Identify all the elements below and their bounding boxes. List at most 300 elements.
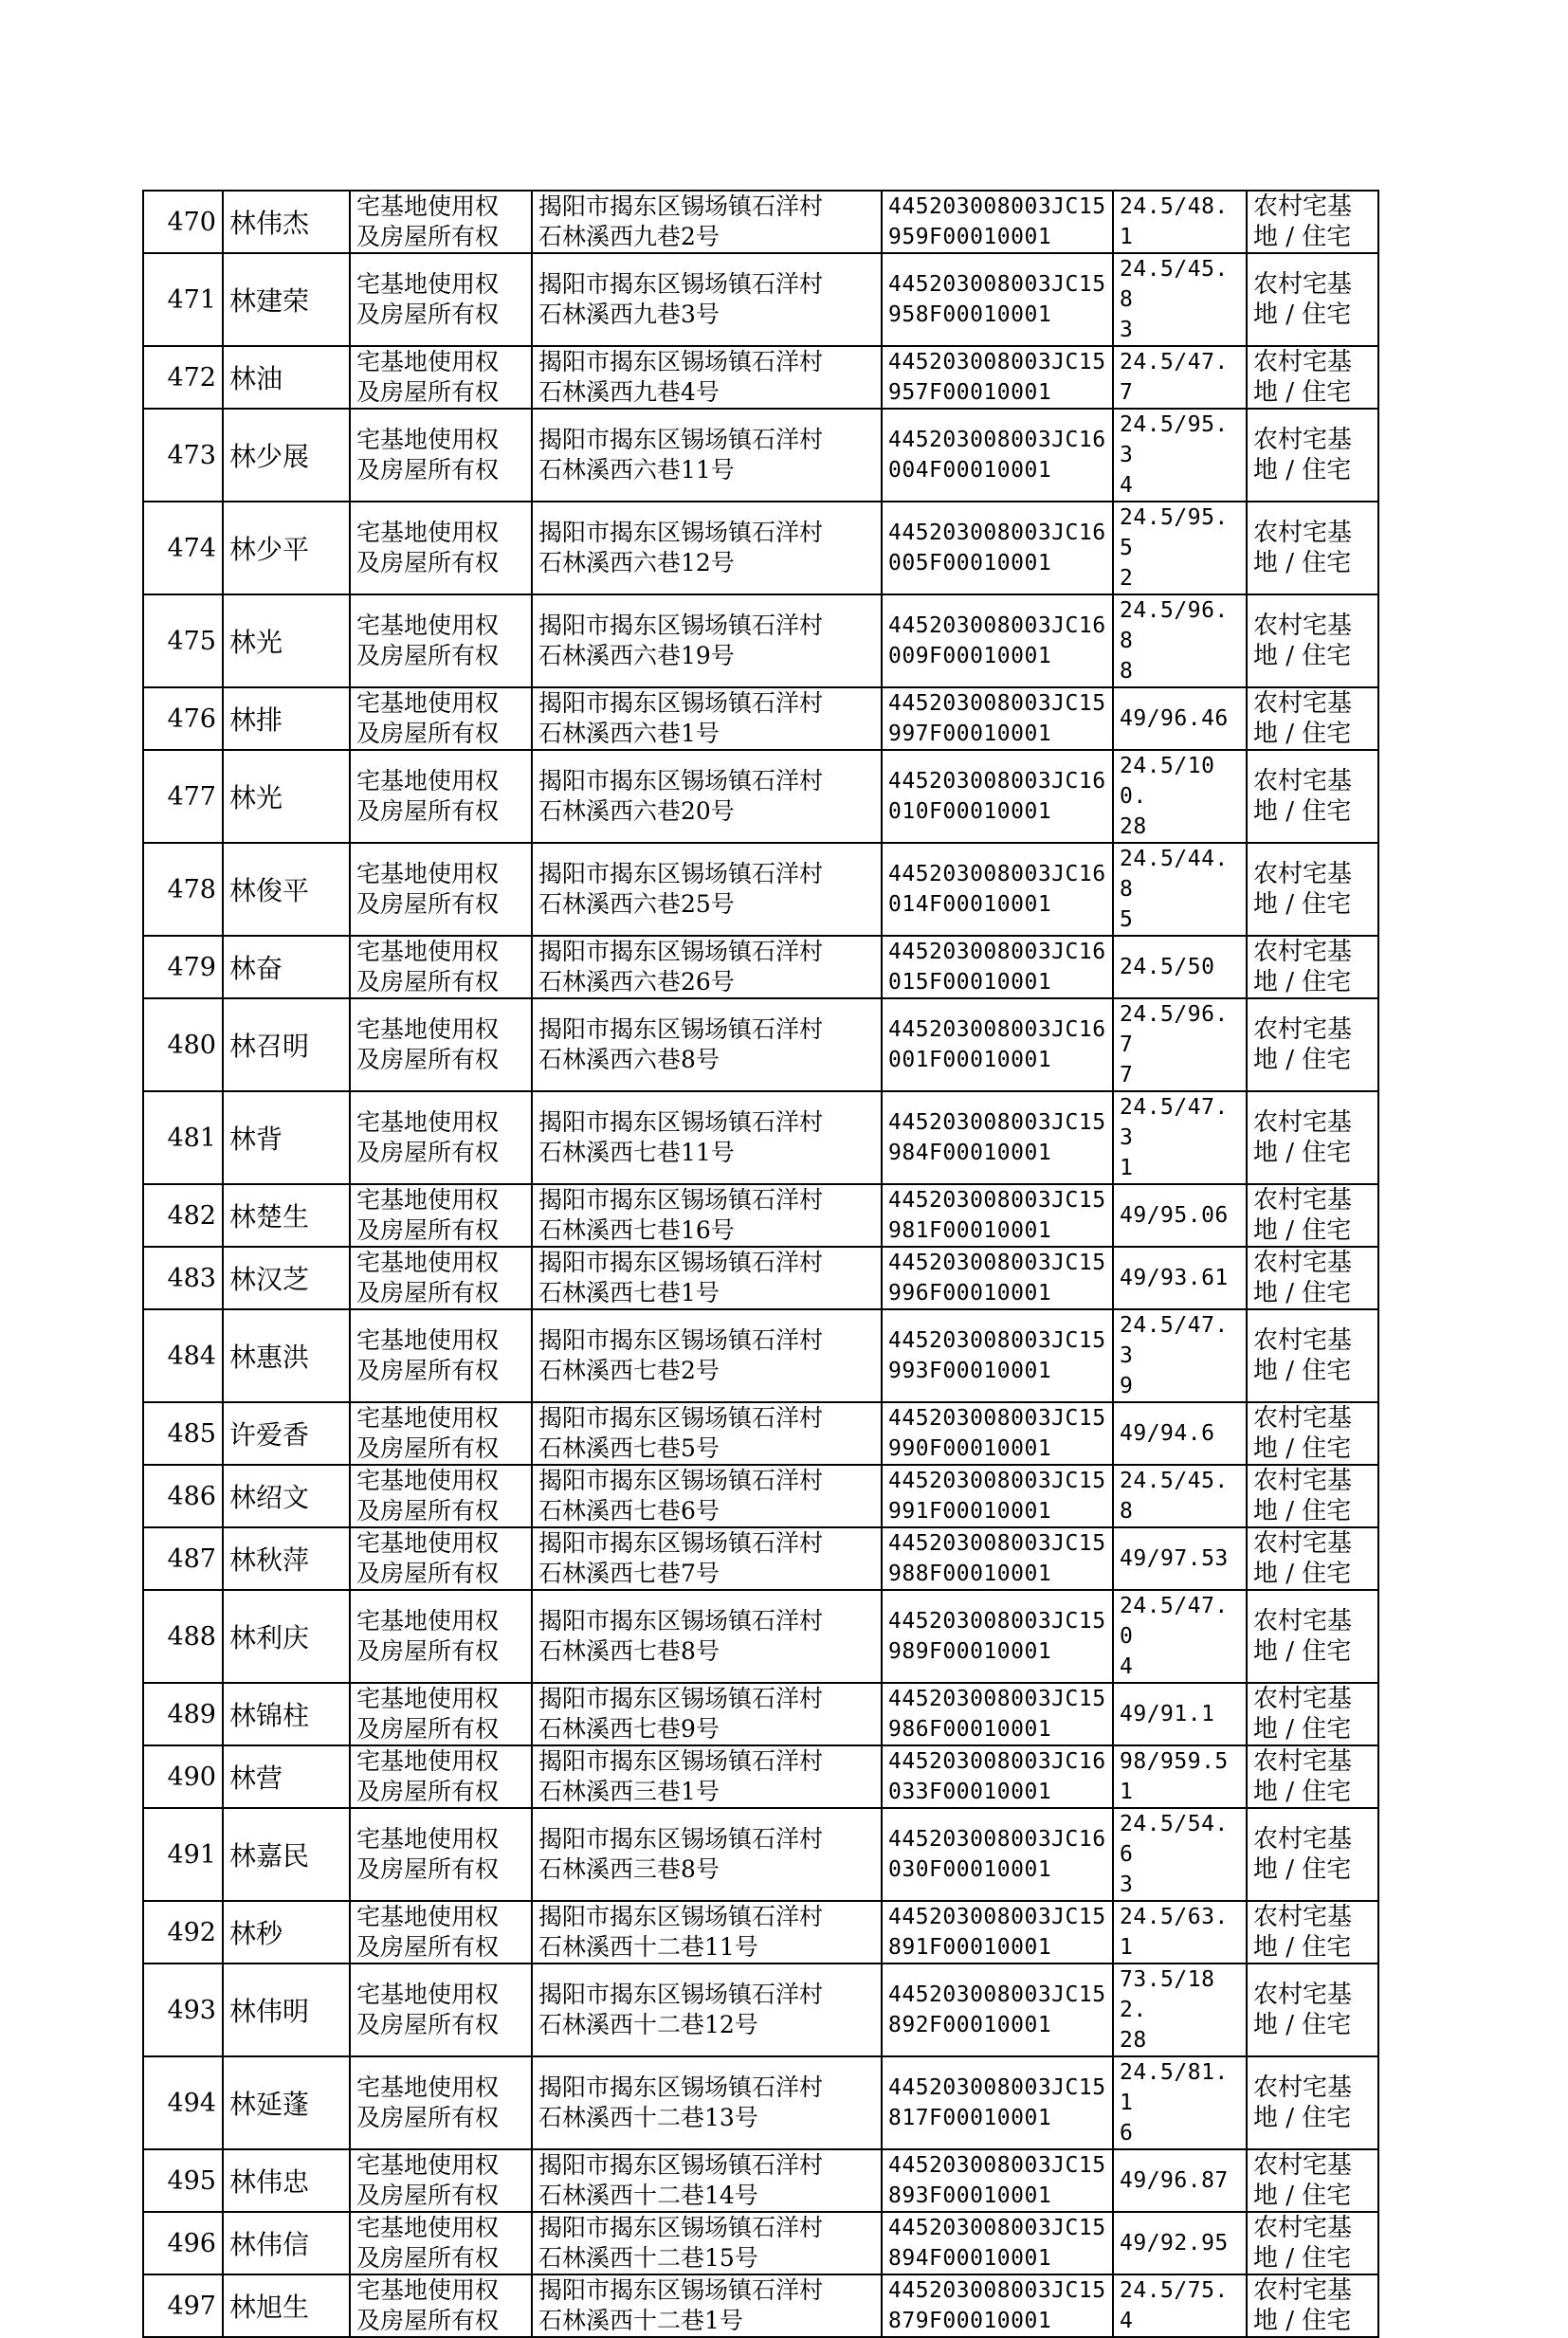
area-text: 49/97.53 [1120, 1546, 1229, 1571]
owner-name-cell: 林伟明 [223, 1964, 350, 2056]
land-use-text: 农村宅基 地 / 住宅 [1253, 2151, 1353, 2210]
address-text: 揭阳市揭东区锡场镇石洋村 石林溪西七巷5号 [538, 1404, 824, 1462]
right-type-text: 宅基地使用权 及房屋所有权 [356, 1326, 500, 1384]
table-row [143, 1683, 1378, 1745]
land-use-cell [1247, 1402, 1378, 1465]
right-type-text: 宅基地使用权 及房屋所有权 [356, 1981, 500, 2038]
land-use-text: 农村宅基 地 / 住宅 [1253, 519, 1353, 577]
row-number-cell: 493 [143, 1964, 223, 2056]
unit-code-cell [882, 1808, 1113, 1901]
row-number-cell: 488 [143, 1590, 223, 1683]
unit-code-cell [882, 1527, 1113, 1590]
owner-name-cell: 林利庆 [223, 1590, 350, 1683]
unit-code-cell [882, 1901, 1113, 1964]
right-type-cell [350, 2212, 532, 2274]
row-number-cell: 476 [143, 687, 223, 750]
address-cell [532, 1527, 882, 1590]
land-use-cell [1247, 1590, 1378, 1683]
owner-name-cell: 林营 [223, 1745, 350, 1808]
table-row [143, 1184, 1378, 1247]
row-number-cell: 473 [143, 409, 223, 502]
unit-code-cell [882, 750, 1113, 843]
area-cell [1113, 1590, 1247, 1683]
address-cell [532, 750, 882, 843]
land-use-cell [1247, 594, 1378, 687]
owner-name-cell: 林少平 [223, 502, 350, 594]
land-use-text: 农村宅基 地 / 住宅 [1253, 1529, 1353, 1588]
land-use-cell [1247, 1527, 1378, 1590]
right-type-text: 宅基地使用权 及房屋所有权 [356, 1108, 500, 1166]
land-use-cell [1247, 2149, 1378, 2212]
land-use-text: 农村宅基 地 / 住宅 [1253, 1607, 1353, 1666]
owner-name-cell: 许爱香 [223, 1402, 350, 1465]
right-type-cell [350, 687, 532, 750]
row-number-cell: 471 [143, 253, 223, 346]
address-cell [532, 1808, 882, 1901]
unit-code-text: 445203008003JC16 014F00010001 [888, 862, 1106, 917]
area-text: 24.5/50 [1120, 955, 1215, 979]
table-row [143, 1901, 1378, 1964]
owner-name-cell: 林光 [223, 750, 350, 843]
area-text: 24.5/81.1 6 [1120, 2060, 1229, 2146]
unit-code-cell [882, 346, 1113, 409]
land-use-text: 农村宅基 地 / 住宅 [1253, 1326, 1353, 1385]
right-type-text: 宅基地使用权 及房屋所有权 [356, 1685, 500, 1743]
address-cell [532, 2056, 882, 2149]
address-text: 揭阳市揭东区锡场镇石洋村 石林溪西六巷20号 [538, 767, 824, 825]
unit-code-text: 445203008003JC15 957F00010001 [888, 350, 1106, 405]
land-use-cell [1247, 1184, 1378, 1247]
unit-code-cell [882, 998, 1113, 1091]
land-use-cell [1247, 1964, 1378, 2056]
right-type-text: 宅基地使用权 及房屋所有权 [356, 689, 500, 747]
address-text: 揭阳市揭东区锡场镇石洋村 石林溪西七巷8号 [538, 1607, 824, 1665]
land-use-text: 农村宅基 地 / 住宅 [1253, 1015, 1353, 1074]
address-cell [532, 1402, 882, 1465]
row-number-cell: 483 [143, 1247, 223, 1309]
address-cell [532, 936, 882, 998]
land-use-cell [1247, 998, 1378, 1091]
unit-code-cell [882, 2212, 1113, 2274]
land-use-text: 农村宅基 地 / 住宅 [1253, 1747, 1353, 1806]
row-number-cell: 489 [143, 1683, 223, 1745]
address-text: 揭阳市揭东区锡场镇石洋村 石林溪西十二巷14号 [538, 2151, 824, 2209]
address-cell [532, 502, 882, 594]
land-use-text: 农村宅基 地 / 住宅 [1253, 860, 1353, 919]
area-cell [1113, 346, 1247, 409]
area-cell [1113, 2056, 1247, 2149]
table-row [143, 594, 1378, 687]
table-row [143, 191, 1378, 253]
land-use-text: 农村宅基 地 / 住宅 [1253, 1981, 1353, 2039]
area-cell [1113, 1091, 1247, 1184]
right-type-text: 宅基地使用权 及房屋所有权 [356, 767, 500, 825]
address-cell [532, 1683, 882, 1745]
row-number-cell: 472 [143, 346, 223, 409]
right-type-text: 宅基地使用权 及房屋所有权 [356, 1607, 500, 1665]
address-cell [532, 191, 882, 253]
right-type-cell [350, 1184, 532, 1247]
table-row [143, 1808, 1378, 1901]
area-cell [1113, 687, 1247, 750]
owner-name-cell: 林伟信 [223, 2212, 350, 2274]
address-cell [532, 1465, 882, 1527]
area-cell [1113, 2212, 1247, 2274]
right-type-cell [350, 346, 532, 409]
owner-name-cell: 林伟杰 [223, 191, 350, 253]
land-use-cell [1247, 2274, 1378, 2337]
address-cell [532, 409, 882, 502]
land-use-cell [1247, 2056, 1378, 2149]
land-use-text: 农村宅基 地 / 住宅 [1253, 612, 1353, 670]
table-row [143, 936, 1378, 998]
unit-code-cell [882, 2149, 1113, 2212]
registry-table [142, 190, 1379, 2338]
area-text: 49/93.61 [1120, 1266, 1229, 1290]
address-text: 揭阳市揭东区锡场镇石洋村 石林溪西六巷12号 [538, 519, 824, 576]
unit-code-cell [882, 1184, 1113, 1247]
table-row [143, 1527, 1378, 1590]
unit-code-text: 445203008003JC15 990F00010001 [888, 1406, 1106, 1461]
area-text: 24.5/54.6 3 [1120, 1812, 1229, 1897]
right-type-cell [350, 1964, 532, 2056]
row-number-cell: 477 [143, 750, 223, 843]
unit-code-text: 445203008003JC15 981F00010001 [888, 1188, 1106, 1243]
right-type-cell [350, 1247, 532, 1309]
right-type-text: 宅基地使用权 及房屋所有权 [356, 612, 500, 669]
right-type-cell [350, 594, 532, 687]
right-type-text: 宅基地使用权 及房屋所有权 [356, 1186, 500, 1244]
address-text: 揭阳市揭东区锡场镇石洋村 石林溪西十二巷1号 [538, 2276, 824, 2334]
address-text: 揭阳市揭东区锡场镇石洋村 石林溪西六巷8号 [538, 1015, 824, 1073]
unit-code-text: 445203008003JC15 894F00010001 [888, 2216, 1106, 2271]
land-use-cell [1247, 1465, 1378, 1527]
land-use-cell [1247, 843, 1378, 936]
row-number-cell: 474 [143, 502, 223, 594]
owner-name-cell: 林锦柱 [223, 1683, 350, 1745]
area-text: 24.5/47.3 9 [1120, 1313, 1229, 1398]
unit-code-text: 445203008003JC15 984F00010001 [888, 1110, 1106, 1165]
area-cell [1113, 2274, 1247, 2337]
address-cell [532, 1964, 882, 2056]
unit-code-text: 445203008003JC16 005F00010001 [888, 521, 1106, 575]
unit-code-cell [882, 1964, 1113, 2056]
area-text: 49/94.6 [1120, 1421, 1215, 1446]
land-use-text: 农村宅基 地 / 住宅 [1253, 270, 1353, 329]
table-body [143, 191, 1378, 2337]
row-number-cell: 495 [143, 2149, 223, 2212]
land-use-cell [1247, 1683, 1378, 1745]
unit-code-text: 445203008003JC15 879F00010001 [888, 2278, 1106, 2333]
address-text: 揭阳市揭东区锡场镇石洋村 石林溪西十二巷15号 [538, 2214, 824, 2272]
row-number-cell: 491 [143, 1808, 223, 1901]
right-type-text: 宅基地使用权 及房屋所有权 [356, 1747, 500, 1805]
area-cell [1113, 1964, 1247, 2056]
row-number-cell: 482 [143, 1184, 223, 1247]
row-number-cell: 486 [143, 1465, 223, 1527]
area-text: 49/96.46 [1120, 706, 1229, 731]
owner-name-cell: 林建荣 [223, 253, 350, 346]
right-type-cell [350, 253, 532, 346]
unit-code-cell [882, 1745, 1113, 1808]
unit-code-text: 445203008003JC15 986F00010001 [888, 1687, 1106, 1742]
unit-code-cell [882, 253, 1113, 346]
owner-name-cell: 林嘉民 [223, 1808, 350, 1901]
land-use-cell [1247, 409, 1378, 502]
area-text: 24.5/44.8 5 [1120, 847, 1229, 932]
address-cell [532, 998, 882, 1091]
owner-name-cell: 林少展 [223, 409, 350, 502]
area-cell [1113, 253, 1247, 346]
unit-code-cell [882, 502, 1113, 594]
unit-code-cell [882, 2056, 1113, 2149]
land-use-text: 农村宅基 地 / 住宅 [1253, 1404, 1353, 1463]
land-use-cell [1247, 502, 1378, 594]
right-type-cell [350, 998, 532, 1091]
row-number-cell: 478 [143, 843, 223, 936]
owner-name-cell: 林秋萍 [223, 1527, 350, 1590]
table-row [143, 1465, 1378, 1527]
land-use-cell [1247, 1309, 1378, 1402]
unit-code-text: 445203008003JC16 001F00010001 [888, 1017, 1106, 1072]
row-number-cell: 470 [143, 191, 223, 253]
area-text: 24.5/95.3 4 [1120, 412, 1229, 498]
row-number-cell: 497 [143, 2274, 223, 2337]
right-type-text: 宅基地使用权 及房屋所有权 [356, 192, 500, 250]
land-use-cell [1247, 346, 1378, 409]
area-cell [1113, 191, 1247, 253]
area-cell [1113, 1309, 1247, 1402]
right-type-cell [350, 1527, 532, 1590]
row-number-cell: 490 [143, 1745, 223, 1808]
area-text: 24.5/75.4 [1120, 2278, 1229, 2333]
address-text: 揭阳市揭东区锡场镇石洋村 石林溪西十二巷11号 [538, 1903, 824, 1961]
area-cell [1113, 1527, 1247, 1590]
table-row [143, 502, 1378, 594]
area-cell [1113, 594, 1247, 687]
right-type-text: 宅基地使用权 及房屋所有权 [356, 2214, 500, 2272]
unit-code-text: 445203008003JC15 959F00010001 [888, 194, 1106, 249]
table-row [143, 2274, 1378, 2337]
land-use-text: 农村宅基 地 / 住宅 [1253, 2073, 1353, 2132]
row-number-cell: 494 [143, 2056, 223, 2149]
address-cell [532, 2274, 882, 2337]
owner-name-cell: 林旭生 [223, 2274, 350, 2337]
right-type-cell [350, 2274, 532, 2337]
row-number-cell: 492 [143, 1901, 223, 1964]
area-cell [1113, 998, 1247, 1091]
area-cell [1113, 936, 1247, 998]
land-use-text: 农村宅基 地 / 住宅 [1253, 689, 1353, 748]
land-use-cell [1247, 1808, 1378, 1901]
unit-code-cell [882, 1465, 1113, 1527]
table-row [143, 687, 1378, 750]
unit-code-cell [882, 1590, 1113, 1683]
owner-name-cell: 林排 [223, 687, 350, 750]
address-cell [532, 843, 882, 936]
right-type-cell [350, 502, 532, 594]
land-use-text: 农村宅基 地 / 住宅 [1253, 1186, 1353, 1245]
address-text: 揭阳市揭东区锡场镇石洋村 石林溪西六巷26号 [538, 938, 824, 995]
right-type-cell [350, 1901, 532, 1964]
address-text: 揭阳市揭东区锡场镇石洋村 石林溪西七巷9号 [538, 1685, 824, 1743]
area-text: 49/95.06 [1120, 1203, 1229, 1228]
area-text: 24.5/100. 28 [1120, 754, 1215, 839]
unit-code-text: 445203008003JC15 958F00010001 [888, 272, 1106, 327]
area-text: 24.5/47.7 [1120, 350, 1229, 405]
land-use-text: 农村宅基 地 / 住宅 [1253, 192, 1353, 251]
address-cell [532, 1247, 882, 1309]
row-number-cell: 487 [143, 1527, 223, 1590]
unit-code-cell [882, 594, 1113, 687]
address-cell [532, 2212, 882, 2274]
unit-code-text: 445203008003JC16 015F00010001 [888, 940, 1106, 995]
area-cell [1113, 1247, 1247, 1309]
unit-code-text: 445203008003JC16 004F00010001 [888, 428, 1106, 483]
land-use-cell [1247, 2212, 1378, 2274]
area-text: 24.5/45.8 [1120, 1469, 1229, 1524]
area-cell [1113, 1184, 1247, 1247]
right-type-text: 宅基地使用权 及房屋所有权 [356, 2276, 500, 2334]
address-text: 揭阳市揭东区锡场镇石洋村 石林溪西九巷3号 [538, 270, 824, 328]
unit-code-cell [882, 1309, 1113, 1402]
owner-name-cell: 林奋 [223, 936, 350, 998]
address-text: 揭阳市揭东区锡场镇石洋村 石林溪西九巷2号 [538, 192, 824, 250]
unit-code-text: 445203008003JC15 893F00010001 [888, 2153, 1106, 2208]
land-use-text: 农村宅基 地 / 住宅 [1253, 348, 1353, 407]
unit-code-cell [882, 1091, 1113, 1184]
address-text: 揭阳市揭东区锡场镇石洋村 石林溪西六巷1号 [538, 689, 824, 747]
area-text: 24.5/95.5 2 [1120, 505, 1229, 591]
owner-name-cell: 林光 [223, 594, 350, 687]
right-type-text: 宅基地使用权 及房屋所有权 [356, 860, 500, 918]
unit-code-cell [882, 1247, 1113, 1309]
unit-code-cell [882, 191, 1113, 253]
right-type-text: 宅基地使用权 及房屋所有权 [356, 1249, 500, 1306]
unit-code-text: 445203008003JC15 891F00010001 [888, 1905, 1106, 1960]
area-text: 49/91.1 [1120, 1702, 1215, 1726]
owner-name-cell: 林惠洪 [223, 1309, 350, 1402]
land-use-text: 农村宅基 地 / 住宅 [1253, 426, 1353, 484]
area-cell [1113, 1465, 1247, 1527]
address-cell [532, 594, 882, 687]
area-text: 24.5/96.8 8 [1120, 598, 1229, 684]
address-cell [532, 346, 882, 409]
table-row [143, 1402, 1378, 1465]
owner-name-cell: 林汉芝 [223, 1247, 350, 1309]
right-type-cell [350, 1309, 532, 1402]
unit-code-text: 445203008003JC16 033F00010001 [888, 1749, 1106, 1804]
owner-name-cell: 林延蓬 [223, 2056, 350, 2149]
address-text: 揭阳市揭东区锡场镇石洋村 石林溪西七巷6号 [538, 1467, 824, 1525]
area-cell [1113, 1901, 1247, 1964]
unit-code-text: 445203008003JC15 997F00010001 [888, 691, 1106, 746]
owner-name-cell: 林油 [223, 346, 350, 409]
owner-name-cell: 林伟忠 [223, 2149, 350, 2212]
address-text: 揭阳市揭东区锡场镇石洋村 石林溪西七巷16号 [538, 1186, 824, 1244]
table-row [143, 1091, 1378, 1184]
row-number-cell: 485 [143, 1402, 223, 1465]
unit-code-cell [882, 1402, 1113, 1465]
area-cell [1113, 750, 1247, 843]
table-row [143, 1964, 1378, 2056]
right-type-text: 宅基地使用权 及房屋所有权 [356, 1825, 500, 1883]
land-use-text: 农村宅基 地 / 住宅 [1253, 1903, 1353, 1962]
land-use-cell [1247, 1247, 1378, 1309]
land-use-cell [1247, 750, 1378, 843]
table-row [143, 843, 1378, 936]
table-row [143, 253, 1378, 346]
address-cell [532, 1590, 882, 1683]
unit-code-text: 445203008003JC15 991F00010001 [888, 1469, 1106, 1524]
unit-code-text: 445203008003JC16 030F00010001 [888, 1827, 1106, 1882]
right-type-cell [350, 409, 532, 502]
unit-code-text: 445203008003JC15 993F00010001 [888, 1328, 1106, 1383]
land-use-cell [1247, 1901, 1378, 1964]
row-number-cell: 475 [143, 594, 223, 687]
area-text: 24.5/47.3 1 [1120, 1095, 1229, 1180]
right-type-cell [350, 1402, 532, 1465]
address-text: 揭阳市揭东区锡场镇石洋村 石林溪西十二巷13号 [538, 2073, 824, 2131]
address-text: 揭阳市揭东区锡场镇石洋村 石林溪西七巷11号 [538, 1108, 824, 1166]
table-row [143, 346, 1378, 409]
address-cell [532, 1309, 882, 1402]
area-cell [1113, 2149, 1247, 2212]
address-text: 揭阳市揭东区锡场镇石洋村 石林溪西三巷8号 [538, 1825, 824, 1883]
owner-name-cell: 林楚生 [223, 1184, 350, 1247]
address-cell [532, 1745, 882, 1808]
table-row [143, 750, 1378, 843]
right-type-text: 宅基地使用权 及房屋所有权 [356, 1529, 500, 1587]
area-text: 24.5/48.1 [1120, 194, 1229, 249]
owner-name-cell: 林俊平 [223, 843, 350, 936]
land-use-text: 农村宅基 地 / 住宅 [1253, 1467, 1353, 1525]
table-row [143, 1590, 1378, 1683]
owner-name-cell: 林召明 [223, 998, 350, 1091]
address-cell [532, 1901, 882, 1964]
address-cell [532, 1184, 882, 1247]
right-type-cell [350, 843, 532, 936]
area-cell [1113, 1402, 1247, 1465]
right-type-text: 宅基地使用权 及房屋所有权 [356, 2073, 500, 2131]
land-use-cell [1247, 936, 1378, 998]
table-row [143, 2149, 1378, 2212]
right-type-text: 宅基地使用权 及房屋所有权 [356, 270, 500, 328]
right-type-text: 宅基地使用权 及房屋所有权 [356, 938, 500, 995]
area-cell [1113, 1808, 1247, 1901]
unit-code-cell [882, 2274, 1113, 2337]
right-type-cell [350, 1590, 532, 1683]
address-cell [532, 687, 882, 750]
address-text: 揭阳市揭东区锡场镇石洋村 石林溪西三巷1号 [538, 1747, 824, 1805]
address-text: 揭阳市揭东区锡场镇石洋村 石林溪西七巷7号 [538, 1529, 824, 1587]
land-use-text: 农村宅基 地 / 住宅 [1253, 1249, 1353, 1307]
area-text: 49/92.95 [1120, 2231, 1229, 2256]
owner-name-cell: 林绍文 [223, 1465, 350, 1527]
land-use-text: 农村宅基 地 / 住宅 [1253, 767, 1353, 826]
area-cell [1113, 1745, 1247, 1808]
area-text: 73.5/182. 28 [1120, 1967, 1215, 2053]
unit-code-text: 445203008003JC15 996F00010001 [888, 1251, 1106, 1306]
unit-code-text: 445203008003JC15 988F00010001 [888, 1531, 1106, 1586]
land-use-text: 农村宅基 地 / 住宅 [1253, 1685, 1353, 1744]
table-row [143, 1309, 1378, 1402]
right-type-text: 宅基地使用权 及房屋所有权 [356, 2151, 500, 2209]
land-use-cell [1247, 1091, 1378, 1184]
right-type-text: 宅基地使用权 及房屋所有权 [356, 1903, 500, 1961]
right-type-text: 宅基地使用权 及房屋所有权 [356, 426, 500, 484]
unit-code-text: 445203008003JC15 989F00010001 [888, 1609, 1106, 1664]
